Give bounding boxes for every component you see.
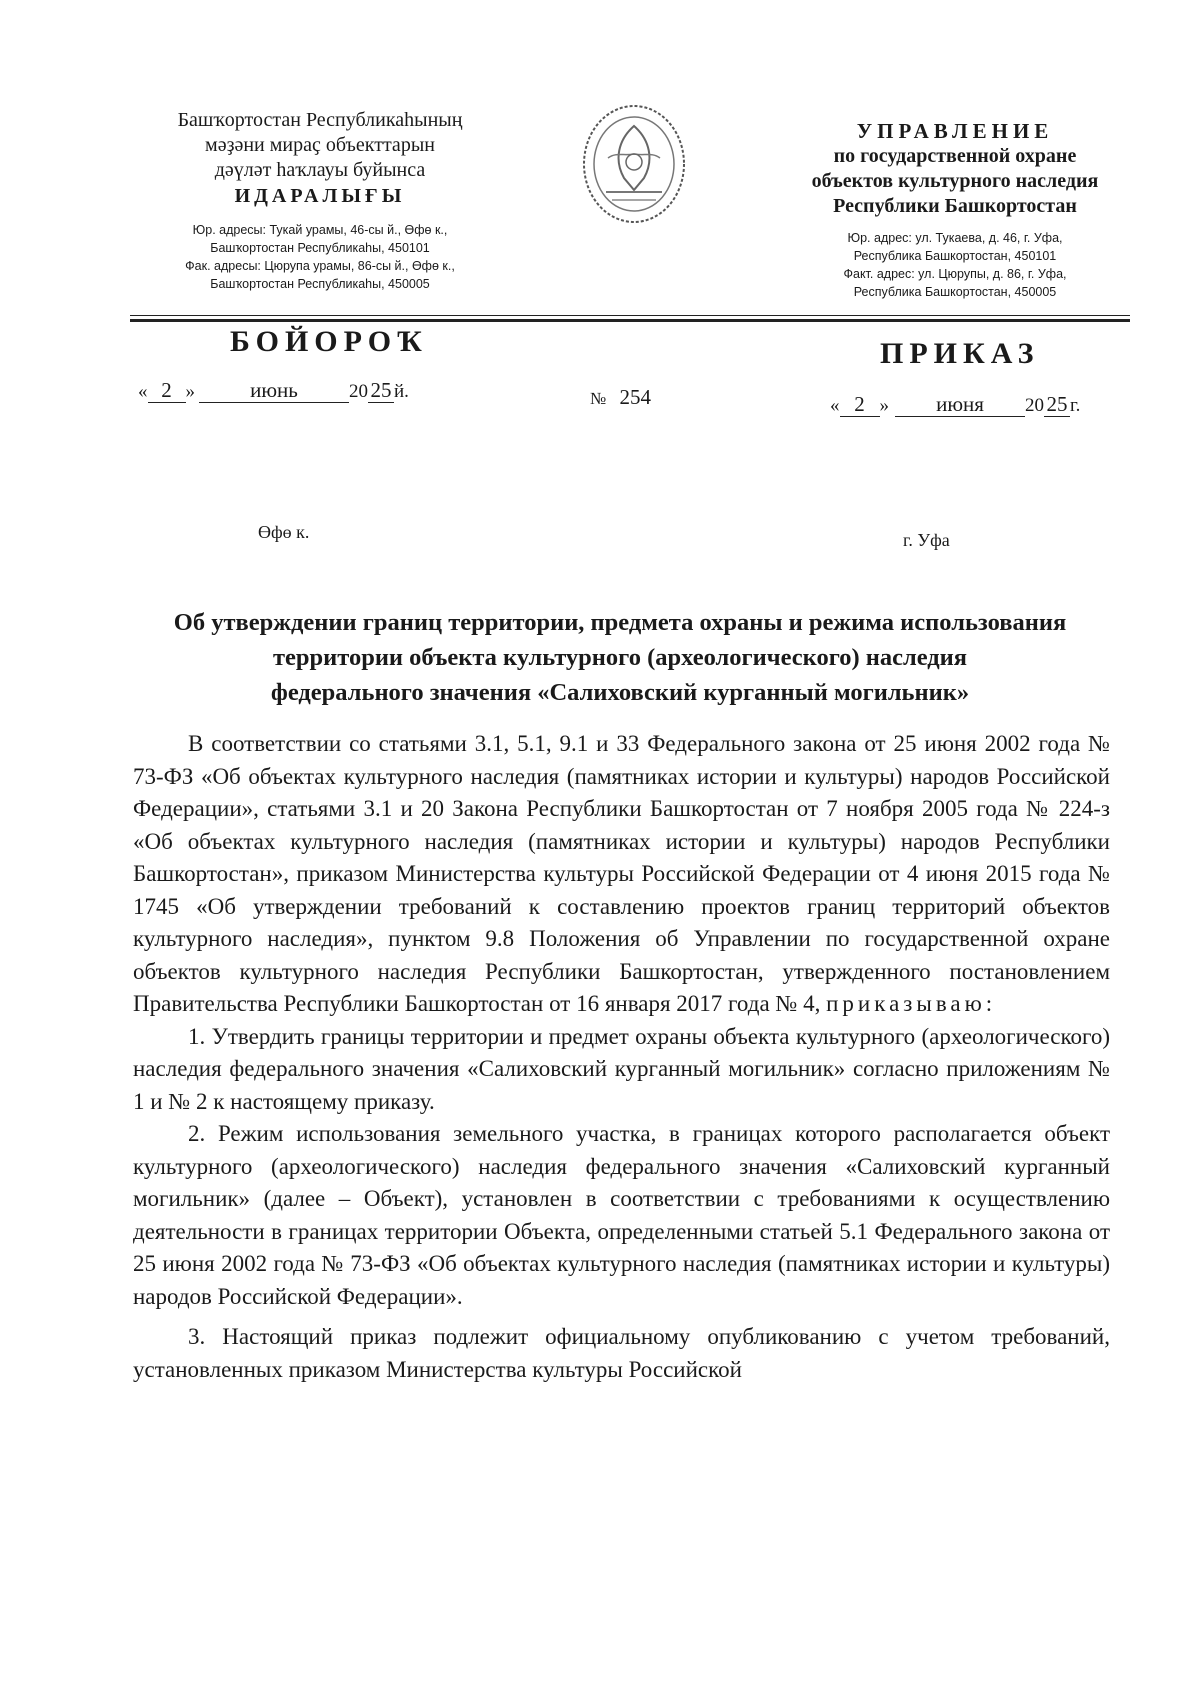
header-right-addr3: Факт. адрес: ул. Цюрупы, д. 86, г. Уфа, bbox=[843, 267, 1067, 281]
date-right-open: « bbox=[830, 395, 840, 416]
date-right-month: июня bbox=[895, 392, 1025, 417]
header-left-addr4: Башҡортостан Республикаһы, 450005 bbox=[210, 277, 430, 291]
header-left-title: ИДАРАЛЫҒЫ bbox=[234, 185, 406, 207]
date-left-open: « bbox=[138, 381, 148, 402]
order-heading-right: ПРИКАЗ bbox=[880, 337, 1040, 370]
header-right bbox=[790, 118, 1120, 301]
document-title-line1: Об утверждении границ территории, предмета охраны и режима использования bbox=[173, 609, 1067, 636]
body-paragraph-preamble bbox=[133, 728, 1110, 1021]
date-left-year-prefix: 20 bbox=[349, 381, 368, 402]
emblem-icon bbox=[578, 100, 690, 230]
date-right-year: 25 bbox=[1044, 392, 1070, 417]
header-right-line1: по государственной охране bbox=[833, 145, 1077, 167]
header-left-addr2: Башҡортостан Республикаһы, 450101 bbox=[210, 241, 430, 255]
body-preamble-command: приказываю: bbox=[826, 991, 997, 1016]
body-preamble-text: В соответствии со статьями 3.1, 5.1, 9.1 и 33 Федерального закона от 25 июня 2002 года № 73-ФЗ «Об объектах культурного наследия (памятниках истории и культуры) народов Российской Федерации», статьями 3.1 и 20 Закона Республики Башкортостан от 7 ноября 2005 года № 224-з «Об объектах культурного наследия (памятниках истории и культуры) народов Республики Башкортостан», приказом Министерства культуры Российской Федерации от 4 июня 2015 года № 1745 «Об утверждении требований к составлению проектов границ территорий объектов культурного наследия», пунктом 9.8 Положения об Управлении по государственной охране объектов культурного наследия Республики Башкортостан, утвержденного постановлением Правительства Республики Башкортостан от 16 января 2017 года № 4, bbox=[133, 731, 1110, 1016]
order-number bbox=[590, 385, 651, 410]
date-left-suffix: й. bbox=[394, 381, 409, 402]
date-left bbox=[138, 378, 409, 403]
date-left-year: 25 bbox=[368, 378, 394, 403]
header-right-addr4: Республика Башкортостан, 450005 bbox=[853, 285, 1057, 299]
header-left bbox=[140, 108, 500, 293]
date-right-day: 2 bbox=[840, 392, 880, 417]
order-number-value: 254 bbox=[619, 385, 651, 409]
date-left-month: июнь bbox=[199, 378, 349, 403]
date-right-close: » bbox=[879, 395, 889, 416]
header-right-line2: объектов культурного наследия bbox=[811, 170, 1099, 192]
city-left: Өфө к. bbox=[258, 522, 310, 542]
document-title bbox=[130, 605, 1110, 710]
body-paragraph-1: 1. Утвердить границы территории и предмет охраны объекта культурного (археологического) наследия федерального значения «Салиховский курганный могильник» согласно приложениям № 1 и № 2 к настоящему приказу. bbox=[133, 1023, 1110, 1114]
header-left-line2: мәҙәни мираҫ объекттарын bbox=[205, 134, 435, 156]
header-right-addr1: Юр. адрес: ул. Тукаева, д. 46, г. Уфа, bbox=[847, 231, 1063, 245]
header-left-addr3: Фак. адресы: Цюрупа урамы, 86-сы й., Өфө к., bbox=[185, 259, 455, 273]
body-paragraph-3: 3. Настоящий приказ подлежит официальному опубликованию с учетом требований, установленных приказом Министерства культуры Российской bbox=[133, 1324, 1110, 1382]
header-right-addr2: Республика Башкортостан, 450101 bbox=[853, 249, 1057, 263]
date-left-close: » bbox=[185, 381, 195, 402]
document-body bbox=[133, 728, 1110, 1386]
header-left-addr1: Юр. адресы: Тукай урамы, 46-сы й., Өфө к., bbox=[192, 223, 448, 237]
header-rule-thick bbox=[130, 319, 1130, 322]
header-left-line1: Башҡортостан Республикаһының bbox=[177, 109, 463, 131]
header-rule-thin bbox=[130, 315, 1130, 316]
header-right-title: УПРАВЛЕНИЕ bbox=[856, 119, 1054, 143]
body-paragraph-2: 2. Режим использования земельного участка, в границах которого располагается объект культурного (археологического) наследия федерального значения «Салиховский курганный могильник» (далее – Объект), установлен в соответствии с требованиями к осуществлению деятельности в границах территории Объекта, определенными статьей 5.1 Федерального закона от 25 июня 2002 года № 73-ФЗ «Об объектах культурного наследия (памятниках истории и культуры) народов Российской Федерации». bbox=[133, 1121, 1110, 1309]
city-right: г. Уфа bbox=[903, 530, 950, 550]
order-heading-left: БОЙОРОҠ bbox=[230, 325, 428, 358]
date-right bbox=[830, 392, 1080, 417]
header-right-line3: Республики Башкортостан bbox=[833, 195, 1077, 217]
date-right-year-prefix: 20 bbox=[1025, 395, 1044, 416]
date-left-day: 2 bbox=[148, 378, 186, 403]
date-right-suffix: г. bbox=[1070, 395, 1081, 416]
document-title-line3: федерального значения «Салиховский курганный могильник» bbox=[270, 679, 970, 706]
order-number-label: № bbox=[590, 389, 607, 408]
document-title-line2: территории объекта культурного (археологического) наследия bbox=[272, 644, 968, 671]
header-left-line3: дәүләт һаҡлауы буйынса bbox=[214, 159, 426, 181]
